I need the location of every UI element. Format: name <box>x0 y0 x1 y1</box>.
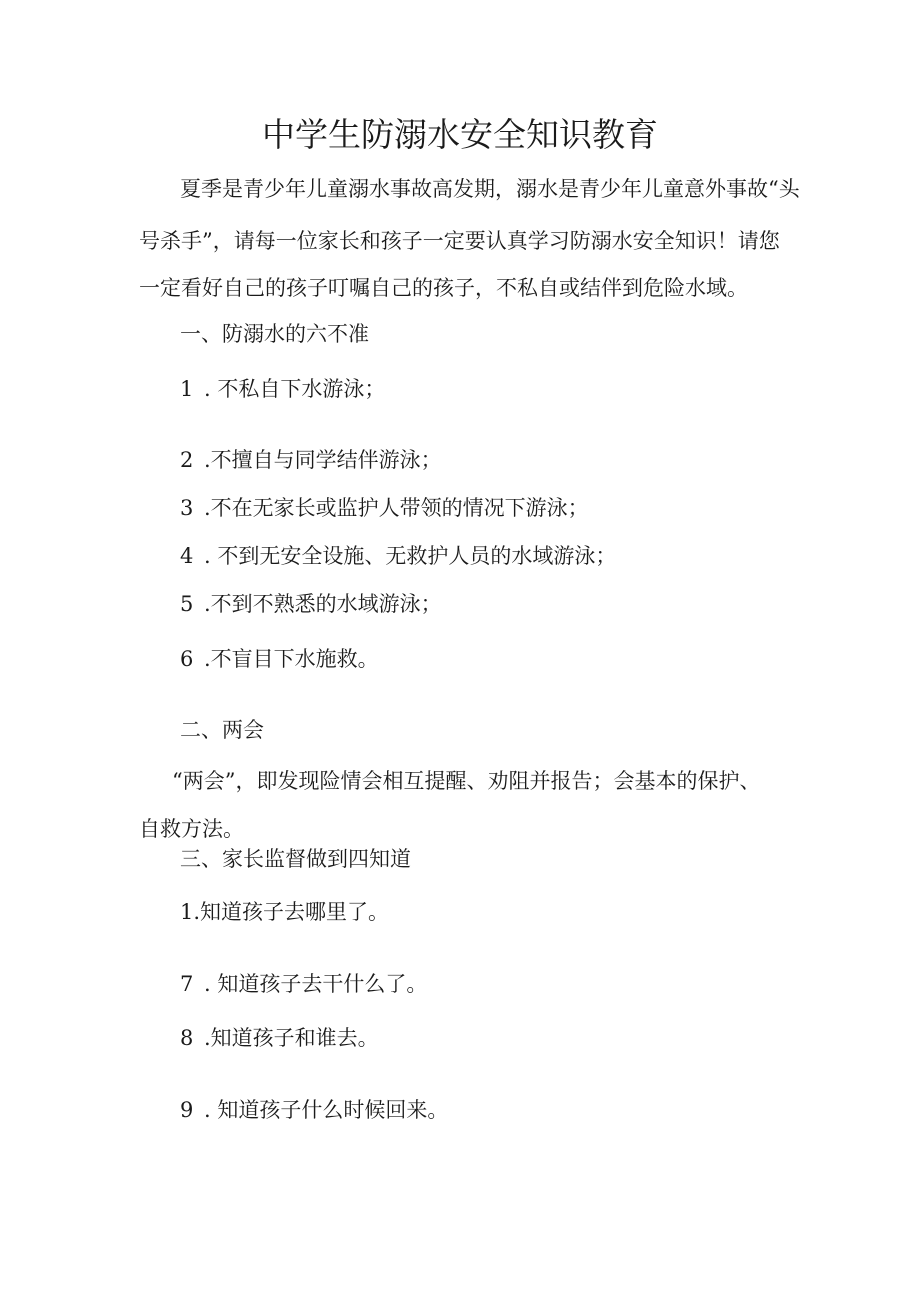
item-text: . 知道孩子什么时候回来。 <box>204 1098 449 1122</box>
list-item <box>180 1024 379 1052</box>
item-text: .不盲目下水施救。 <box>204 647 379 671</box>
item-number: 3 <box>180 496 194 520</box>
intro-line-1: 夏季是青少年儿童溺水事故高发期，溺水是青少年儿童意外事故“头 <box>180 177 800 201</box>
item-text: .知道孩子和谁去。 <box>204 1026 379 1050</box>
item-number: 6 <box>180 647 194 671</box>
list-item <box>180 970 427 998</box>
section2-line-2: 自救方法。 <box>139 817 244 841</box>
intro-line-2: 号杀手”，请每一位家长和孩子一定要认真学习防溺水安全知识！请您 <box>139 229 780 253</box>
item-text: . 不到无安全设施、无救护人员的水域游泳； <box>204 544 617 568</box>
item-text: .不擅自与同学结伴游泳； <box>204 448 442 472</box>
item-number: 5 <box>180 592 194 616</box>
list-item <box>180 645 379 673</box>
item-number: 2 <box>180 448 194 472</box>
item-text: .不在无家长或监护人带领的情况下游泳； <box>204 496 589 520</box>
item-number: 8 <box>180 1026 194 1050</box>
section-heading-2: 二、两会 <box>180 718 264 742</box>
item-number: 7 <box>180 972 194 996</box>
list-item <box>180 446 442 474</box>
item-text: . 不私自下水游泳； <box>204 377 386 401</box>
list-item <box>180 542 616 570</box>
list-item <box>180 898 389 926</box>
list-item <box>180 1096 448 1124</box>
item-number: 1. <box>180 900 201 924</box>
item-number: 4 <box>180 544 194 568</box>
section-heading-3: 三、家长监督做到四知道 <box>180 847 411 871</box>
page-title: 中学生防溺水安全知识教育 <box>262 115 658 154</box>
item-text: .不到不熟悉的水域游泳； <box>204 592 442 616</box>
item-text: . 知道孩子去干什么了。 <box>204 972 428 996</box>
section-heading-1: 一、防溺水的六不准 <box>180 322 369 346</box>
list-item <box>180 494 589 522</box>
item-text: 知道孩子去哪里了。 <box>200 900 390 924</box>
item-number: 1 <box>180 377 194 401</box>
intro-line-3: 一定看好自己的孩子叮嘱自己的孩子，不私自或结伴到危险水域。 <box>139 276 748 300</box>
list-item <box>180 375 385 403</box>
list-item <box>180 590 442 618</box>
section2-line-1: “两会”，即发现险情会相互提醒、劝阻并报告；会基本的保护、 <box>172 769 761 793</box>
item-number: 9 <box>180 1098 194 1122</box>
